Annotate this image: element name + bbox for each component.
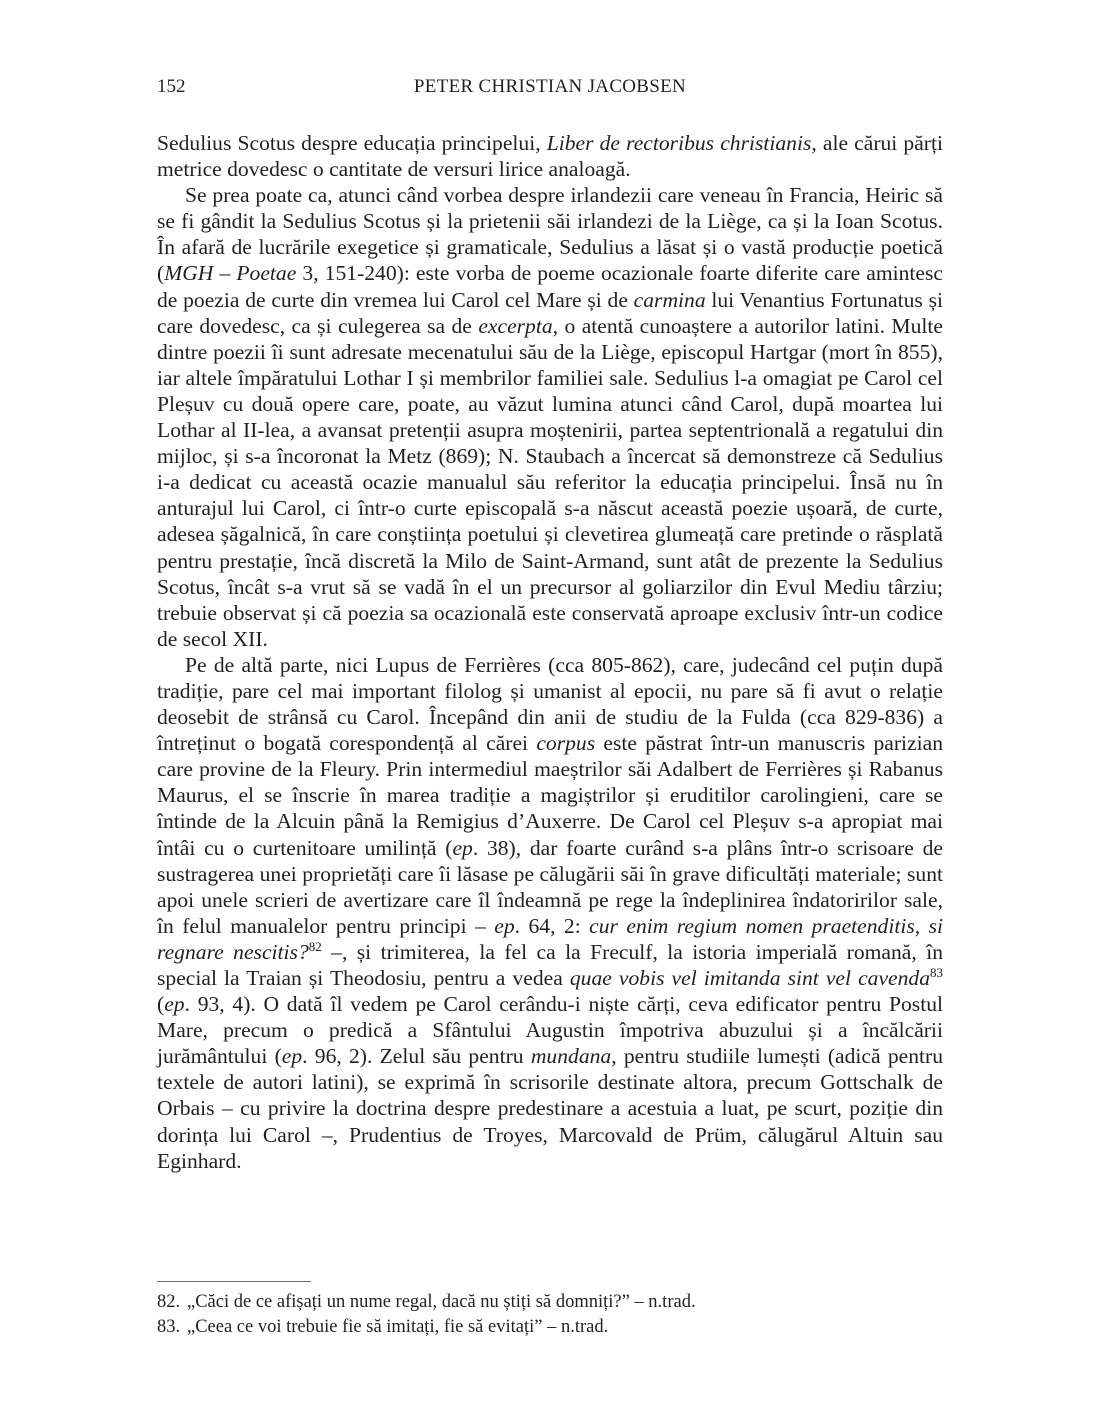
italic-term: mundana [530, 1044, 612, 1069]
italic-abbrev: ep [281, 1044, 303, 1069]
page-header [157, 76, 943, 106]
text-run: Pe de altă parte, nici Lupus de Ferrières (cca 805-862), care, judecând cel puțin după tradiție, pare cel mai important filolog și umanist al epocii, nu pare să fi avut o relație deosebit de strânsă cu Carol. Începând din anii de studiu de la Fulda (cca 829-836) a întreținut o bogată corespondență al cărei [157, 652, 943, 756]
text-run: –, și trimiterea, la fel ca la Freculf, la istoria imperială romană, în special la Traian și Theodosiu, pentru a vedea [157, 939, 943, 990]
italic-abbrev: ep [494, 913, 515, 938]
italic-abbrev: ep [164, 992, 185, 1017]
text-run: , ale cărui părți metrice dovedesc o cantitate de versuri lirice analoagă. [157, 131, 943, 182]
text-run: ( [157, 992, 165, 1017]
paragraph-2 [157, 182, 943, 652]
text-run: Sedulius Scotus despre educația principelui, [157, 131, 547, 155]
footnote-ref-82[interactable]: 82 [308, 938, 322, 954]
italic-term: excerpta [478, 313, 553, 338]
italic-term: carmina [633, 287, 706, 312]
text-run: . 38), dar foarte curând s-a plâns într-o scrisoare de sustragerea unei proprietăți care îi lăsase pe călugării săi în grave dificultăți materiale; sunt apoi unele scrieri de avertizare care îl îndeamnă pe rege la îndeplinirea îndatoririlor sale, în felul manualelor pentru principi – [157, 835, 943, 938]
paragraph-1 [157, 130, 943, 182]
footnote-number: 83. [157, 1317, 181, 1337]
italic-quote: cur enim regium nomen praetenditis, si regnare nescitis? [157, 913, 943, 964]
page-number: 152 [157, 76, 186, 97]
footnote-83 [157, 1315, 943, 1340]
body-text [157, 130, 943, 1174]
footnote-text: „Ceea ce voi trebuie fie să imitați, fie să evitați” – n.trad. [187, 1317, 609, 1337]
italic-title: Liber de rectoribus christianis [546, 131, 812, 155]
footnotes [157, 1290, 943, 1340]
footnote-82 [157, 1290, 943, 1315]
text-run: 3, 151-240): este vorba de poeme ocazionale foarte diferite care amintesc de poezia de curte din vremea lui Carol cel Mare și de [157, 261, 943, 312]
text-run: , pentru studiile lumești (adică pentru textele de autori latini), se exprimă în scrisorile destinate altora, precum Gottschalk de Orbais – cu privire la doctrina despre predestinare a acestuia a luat, pe scurt, poziție din dorința lui Carol –, Prudentius de Troyes, Marcovald de Prüm, călugărul Altuin sau Eginhard. [157, 1044, 943, 1173]
footnote-separator [157, 1281, 311, 1282]
text-run: . 64, 2: [514, 913, 590, 938]
italic-term: corpus [536, 731, 596, 756]
running-head: PETER CHRISTIAN JACOBSEN [413, 76, 687, 97]
paragraph-3 [157, 652, 943, 1174]
footnote-text: „Căci de ce afișați un nume regal, dacă nu știți să domniți?” – n.trad. [187, 1292, 696, 1312]
text-run: lui Venantius Fortunatus și care dovedesc, ca și culegerea sa de [157, 287, 943, 338]
italic-abbrev: ep [452, 835, 473, 860]
text-run: este păstrat într-un manuscris parizian care provine de la Fleury. Prin intermediul maeștrilor săi Adalbert de Ferrières și Rabanus Maurus, el se înscrie în marea tradiție a magiștrilor și eruditilor carolingieni, care se întinde de la Alcuin până la Remigius d’Auxerre. De Carol cel Pleșuv s-a apropiat mai întâi cu o curtenitoare umilință ( [157, 731, 943, 860]
italic-quote: quae vobis vel imitanda sint vel cavenda [569, 966, 931, 990]
text-run: , o atentă cunoaștere a autorilor latini. Multe dintre poezii îi sunt adresate mecenatului său de la Liège, episcopul Hartgar (mort în 855), iar altele împăratului Lothar I și membrilor familiei sale. Sedulius l-a omagiat pe Carol cel Pleșuv cu două opere care, poate, au văzut lumina atunci când Carol, după moartea lui Lothar al II-lea, a avansat pretenții asupra moștenirii, partea septentrională a regatului din mijloc, și s-a încoronat la Metz (869); N. Staubach a încercat să demonstreze că Sedulius i-a dedicat cu această ocazie manualul său referitor la educația principelui. Însă nu în anturajul lui Carol, ci într-o curte episcopală s-a născut această poezie ușoară, de curte, adesea șăgalnică, în care conștiința poetului și clevetirea glumeață care pretinde o răsplată pentru prestație, încă discretă la Milo de Saint-Armand, sunt atât de prezente la Sedulius Scotus, încât s-a vrut să se vadă în el un precursor al goliarzilor din Evul Mediu târziu; trebuie observat și că poezia sa ocazională este conservată aproape exclusiv într-un codice de secol XII. [157, 313, 943, 651]
footnote-number: 82. [157, 1292, 181, 1312]
text-run: Se prea poate ca, atunci când vorbea despre irlandezii care veneau în Francia, Heiric să se fi gândit la Sedulius Scotus și la prietenii săi irlandezi de la Liège, ca și la Ioan Scotus. În afară de lucrările exegetice și gramaticale, Sedulius a lăsat și o vastă producție poetică ( [157, 183, 943, 286]
text-run: . 96, 2). Zelul său pentru [302, 1044, 531, 1069]
footnote-ref-83[interactable]: 83 [930, 965, 944, 980]
text-run: . 93, 4). O dată îl vedem pe Carol cerându-i niște cărți, ceva edificator pentru Postul Mare, precum o predică a Sfântului Augustin împotriva abuzului și a încălcării jurământului ( [157, 992, 943, 1069]
italic-citation: MGH – Poetae [164, 261, 297, 286]
